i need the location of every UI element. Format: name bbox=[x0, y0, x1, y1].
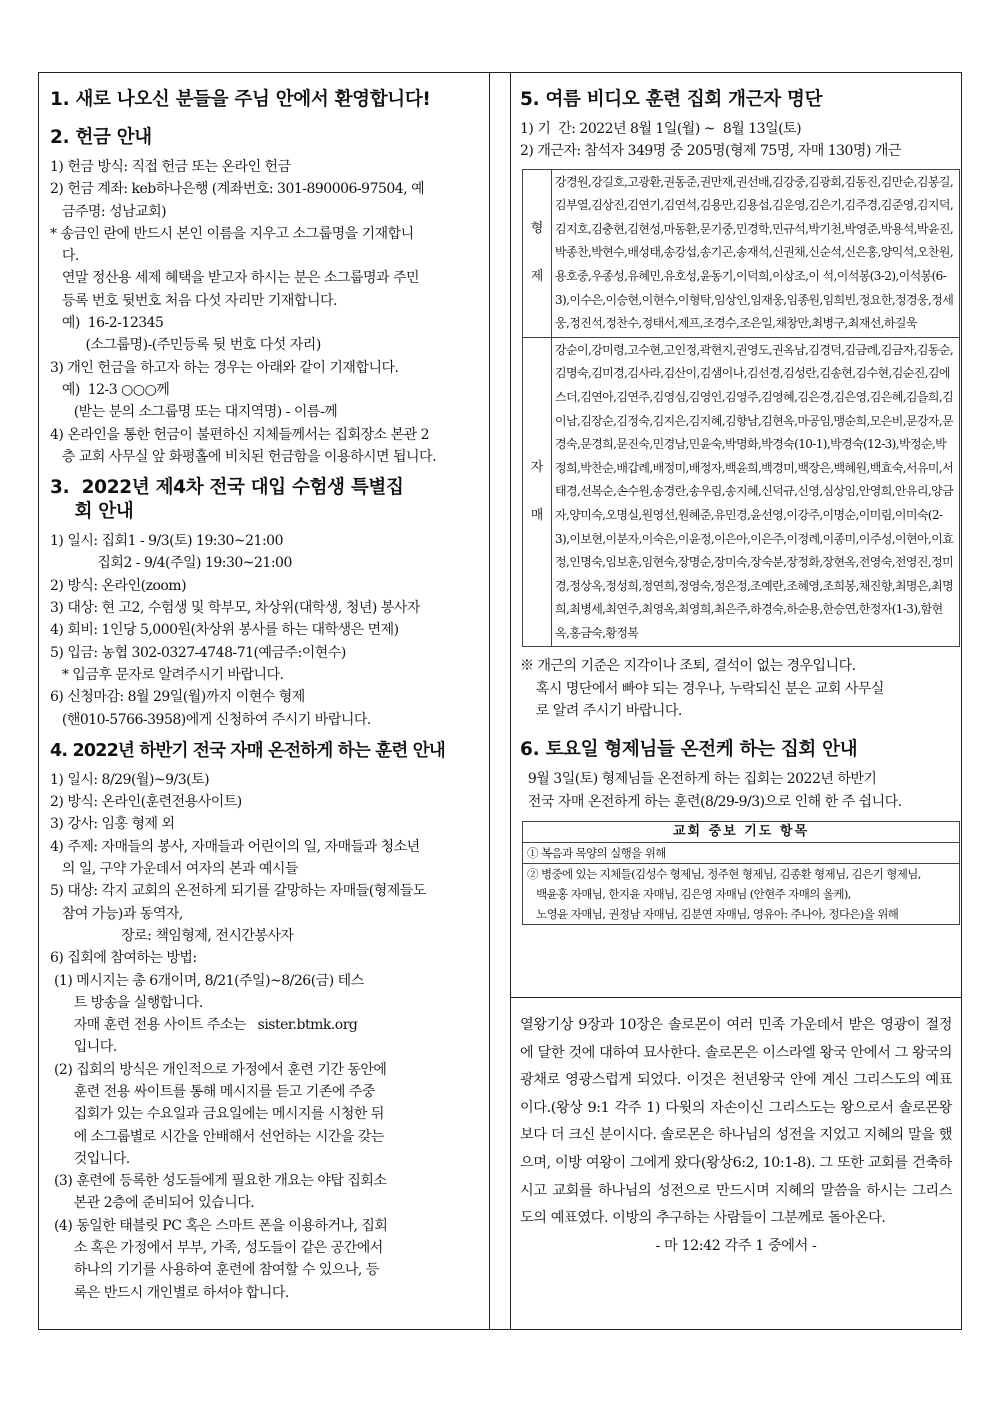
text-line: 하나의 기기를 사용하여 훈련에 참여할 수 있으나, 등 bbox=[50, 1262, 379, 1279]
text-line: (핸010-5766-3958)에게 신청하여 주시기 바랍니다. bbox=[50, 711, 371, 728]
text-line: 집회가 있는 수요일과 금요일에는 메시지를 시청한 뒤 bbox=[50, 1106, 384, 1123]
column-divider-right bbox=[510, 72, 511, 1330]
devotion-divider bbox=[511, 997, 961, 998]
text-line: 로 알려 주시기 바랍니다. bbox=[520, 703, 682, 720]
text-line: 1) 기 간: 2022년 8월 1일(월) ~ 8월 13일(토) bbox=[520, 121, 802, 137]
text-line: ※ 개근의 기준은 지각이나 조퇴, 결석이 없는 경우입니다. bbox=[520, 658, 856, 675]
text-line: (받는 분의 소그룹명 또는 대지역명) - 이름-께 bbox=[50, 404, 338, 421]
text-line: (1) 메시지는 총 6개이며, 8/21(주일)~8/26(금) 테스 bbox=[50, 972, 364, 989]
text-line: 노영윤 자매님, 권정남 자매님, 김분연 자매님, 영유아: 주나아, 정다은)을 위해 bbox=[527, 906, 899, 921]
left-column bbox=[40, 72, 488, 1304]
text-line: 예) 12-3 ○○○께 bbox=[50, 381, 170, 398]
text-line: 에 소그룹별로 시간을 안배해서 선언하는 시간을 갖는 bbox=[50, 1128, 384, 1145]
text-line: 등록 번호 뒷번호 처음 다섯 자리만 기재합니다. bbox=[50, 292, 337, 309]
devotion-box bbox=[520, 1012, 952, 1260]
text-line: 집회2 - 9/4(주일) 19:30~21:00 bbox=[50, 555, 292, 572]
text-line: 9월 3일(토) 형제님들 온전하게 하는 집회는 2022년 하반기 bbox=[520, 771, 877, 788]
text-line: 6) 신청마감: 8월 29일(월)까지 이현수 형제 bbox=[50, 689, 305, 706]
section5-body bbox=[520, 118, 953, 163]
text-line: 2) 방식: 온라인(훈련전용사이트) bbox=[50, 794, 242, 811]
section4-body bbox=[50, 769, 480, 1304]
brothers-names: 강경원,강길호,고광환,권동준,권만재,권선배,김강중,김광회,김동진,김만순,김봉길,김부열,김상진,김연기,김연석,김용만,김용섭,김운영,김은기,김주경,김준영,김지덕,김지호,김충현,김현성,마동환,문기중,민경학,민규석,박기천,박영준,박용석,박윤진,박종찬,박현수,배성태,송강섭,송기곤,송재석,신권채,신순석,신은홍,양익석,오찬원,용호중,우종성,유혜민,유호성,윤동기,이덕희,이상조,이 석,이석봉(3-2),이석봉(6-3),이수은,이승현,이현수,이형탁,임상인,임재웅,임종원,임희빈,정요한,정경웅,정세웅,정진석,정찬수,정태서,제프,조경수,조은일,채창만,최병구,최재선,하길욱 bbox=[552, 169, 960, 337]
prayer-item-2 bbox=[523, 864, 959, 924]
text-line: ② 병중에 있는 지체들(김성수 형제님, 정주현 형제님, 김종환 형제님, 김은기 형제님, bbox=[527, 866, 921, 881]
sisters-label: 자 매 bbox=[523, 337, 552, 647]
text-line: 트 방송을 실행합니다. bbox=[50, 994, 203, 1011]
brothers-label: 형 제 bbox=[523, 169, 552, 337]
text-line: 4) 주제: 자매들의 봉사, 자매들과 어린이의 일, 자매들과 청소년 bbox=[50, 838, 420, 855]
text-line: 2) 개근자: 참석자 349명 중 205명(형제 75명, 자매 130명) 개근 bbox=[520, 143, 901, 160]
section1-title: 1. 새로 나오신 분들을 주님 안에서 환영합니다! bbox=[50, 89, 431, 110]
devotion-source: - 마 12:42 각주 1 중에서 - bbox=[655, 1237, 817, 1254]
text-line: 본관 2층에 준비되어 있습니다. bbox=[50, 1195, 255, 1212]
text-line: (2) 집회의 방식은 개인적으로 가정에서 훈련 기간 동안에 bbox=[50, 1061, 387, 1078]
text-line: 4) 온라인을 통한 헌금이 불편하신 지체들께서는 집회장소 본관 2 bbox=[50, 426, 429, 443]
devotion-body: 열왕기상 9장과 10장은 솔로몬이 여러 민족 가운데서 받은 영광이 절정에 달한 것에 대하여 묘사한다. 솔로몬은 이스라엘 왕국 안에서 그 왕국의 광채로 영광스럽게 되었다. 이것은 천년왕국 안에 계신 그리스도의 예표이다.(왕상 9:1 각주 1) 다윗의 자손이신 그리스도는 왕으로서 솔로몬왕보다 더 크신 분이시다. 솔로몬은 하나님의 성전을 지었고 지혜의 말을 했으며, 이방 여왕이 그에게 왔다(왕상6:2, 10:1-8). 그 또한 교회를 건축하시고 교회를 하나님의 성전으로 만드시며 지혜의 말씀을 하시는 그리스도의 예표였다. 이방의 추구하는 사람들이 그분께로 돌아온다. bbox=[520, 1017, 952, 1227]
right-column bbox=[512, 72, 961, 925]
text-line: (소그룹명)-(주민등록 뒷 번호 다섯 자리) bbox=[50, 337, 321, 354]
brothers-row bbox=[523, 169, 960, 337]
section3-title-line1: 3. 2022년 제4차 전국 대입 수험생 특별집 bbox=[50, 477, 404, 499]
text-line: 6) 집회에 참여하는 방법: bbox=[50, 950, 197, 967]
section5-title: 5. 여름 비디오 훈련 집회 개근자 명단 bbox=[520, 89, 823, 110]
text-line: 2) 방식: 온라인(zoom) bbox=[50, 577, 187, 594]
text-line: 4) 회비: 1인당 5,000원(차상위 봉사를 하는 대학생은 면제) bbox=[50, 622, 399, 639]
text-line: 백윤홍 자매님, 한지윤 자매님, 김은영 자매님 (안현주 자매의 올케), bbox=[527, 886, 851, 901]
text-line: 층 교회 사무실 앞 화평홀에 비치된 헌금함을 이용하시면 됩니다. bbox=[50, 448, 437, 465]
prayer-box bbox=[522, 821, 960, 925]
section3-body bbox=[50, 530, 480, 731]
column-divider-left bbox=[489, 72, 490, 1330]
text-line: 훈련 전용 싸이트를 통해 메시지를 듣고 기존에 주중 bbox=[50, 1083, 375, 1100]
text-line: 1) 일시: 8/29(월)~9/3(토) bbox=[50, 771, 210, 788]
text-line: * 입금후 문자로 알려주시기 바랍니다. bbox=[50, 666, 284, 683]
attendance-note bbox=[520, 655, 953, 722]
text-line: 장로: 책임형제, 전시간봉사자 bbox=[50, 927, 294, 944]
text-line: 혹시 명단에서 빠야 되는 경우나, 누락되신 분은 교회 사무실 bbox=[520, 680, 884, 697]
text-line: 의 일, 구약 가운데서 여자의 본과 예시들 bbox=[50, 861, 298, 878]
section4-title: 4. 2022년 하반기 전국 자매 온전하게 하는 훈련 안내 bbox=[50, 740, 445, 761]
text-line: 3) 강사: 임홍 형제 외 bbox=[50, 816, 175, 833]
text-line: 다. bbox=[50, 248, 79, 265]
text-line: 1) 헌금 방식: 직접 헌금 또는 온라인 헌금 bbox=[50, 159, 291, 175]
text-line: (4) 동일한 태블릿 PC 혹은 스마트 폰을 이용하거나, 집회 bbox=[50, 1217, 388, 1234]
text-line: 금주명: 성남교회) bbox=[50, 203, 167, 220]
text-line: 예) 16-2-12345 bbox=[50, 315, 164, 332]
attendance-table bbox=[522, 169, 960, 648]
text-line: (3) 훈련에 등록한 성도들에게 필요한 개요는 야탑 집회소 bbox=[50, 1173, 387, 1190]
section3-title-line2: 회 안내 bbox=[50, 501, 134, 523]
section6-body bbox=[520, 768, 953, 813]
text-line: 2) 헌금 계좌: keb하나은행 (계좌번호: 301-890006-97504, 예 bbox=[50, 181, 425, 198]
text-line: 자매 훈련 전용 사이트 주소는 sister.btmk.org bbox=[50, 1017, 358, 1034]
section2-title: 2. 헌금 안내 bbox=[50, 127, 152, 148]
text-line: 3) 개인 헌금을 하고자 하는 경우는 아래와 같이 기재합니다. bbox=[50, 359, 399, 376]
text-line: 5) 대상: 각지 교회의 온전하게 되기를 갈망하는 자매들(형제들도 bbox=[50, 883, 426, 900]
text-line: 5) 입금: 농협 302-0327-4748-71(예금주:이현수) bbox=[50, 644, 346, 661]
text-line: 전국 자매 온전하게 하는 훈련(8/29-9/3)으로 인해 한 주 쉽니다. bbox=[520, 793, 902, 810]
text-line: 참여 가능)과 동역자, bbox=[50, 905, 183, 922]
text-line: * 송금인 란에 반드시 본인 이름을 지우고 소그룹명을 기재합니 bbox=[50, 225, 414, 242]
text-line: 소 혹은 가정에서 부부, 가족, 성도들이 같은 공간에서 bbox=[50, 1240, 383, 1257]
text-line: 연말 정산용 세제 혜택을 받고자 하시는 분은 소그룹명과 주민 bbox=[50, 270, 420, 287]
text-line: 1) 일시: 집회1 - 9/3(토) 19:30~21:00 bbox=[50, 533, 283, 550]
text-line: 록은 반드시 개인별로 하셔야 합니다. bbox=[50, 1284, 289, 1301]
sisters-names: 강순이,강미령,고수현,고인정,곽현지,권영도,권옥남,김경덕,김금례,김금자,김동순,김명숙,김미경,김사라,김산이,김샘이나,김선경,김성란,김송현,김수현,김순진,김에스더,김연아,김연주,김영심,김영인,김영주,김영혜,김은경,김은영,김은혜,김을희,김이남,김장순,김정숙,김지은,김지혜,김향남,김현옥,마공임,맹순희,모은비,문강자,문경숙,문경희,문진숙,민경남,민윤숙,박명화,박경숙(10-1),박경숙(12-3),박정순,박정희,박찬순,배갑례,배정미,배정자,백윤희,백경미,백장은,백혜원,백효숙,서유미,서태경,선복순,손수원,송경란,송우림,송지혜,신덕규,신영,심상임,안영희,안유리,양금자,양미숙,오명실,원영선,원혜준,유민경,윤선영,이강주,이명순,이미림,이미숙(2-3),이보현,이분자,이숙은,이윤정,이은아,이은주,이정례,이종미,이주성,이현아,이효정,인명숙,임보훈,임현숙,장명순,장미숙,장숙분,장정화,장현옥,전영숙,전영진,정미경,정상옥,정성희,정연희,정영숙,정은정,조예란,조혜영,조희봉,채진향,최명은,최명희,최병세,최연주,최영옥,최영희,최은주,하경숙,하순용,한승연,한정자(1-3),함현옥,홍금숙,황정복 bbox=[552, 337, 960, 647]
sisters-row bbox=[523, 337, 960, 647]
prayer-title: 교회 중보 기도 항목 bbox=[523, 822, 959, 843]
text-line: 것입니다. bbox=[50, 1150, 130, 1167]
prayer-item-1: ① 복음과 목양의 실행을 위해 bbox=[523, 843, 959, 864]
section2-body bbox=[50, 156, 480, 468]
section6-title: 6. 토요일 형제님들 온전케 하는 집회 안내 bbox=[520, 739, 858, 761]
text-line: 3) 대상: 현 고2, 수험생 및 학부모, 차상위(대학생, 청년) 봉사자 bbox=[50, 600, 420, 617]
text-line: 입니다. bbox=[50, 1039, 117, 1056]
